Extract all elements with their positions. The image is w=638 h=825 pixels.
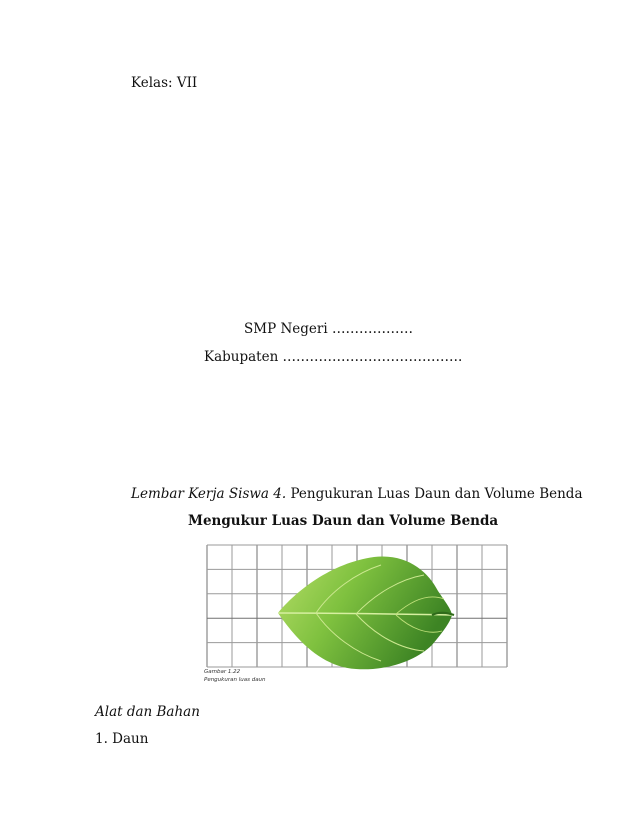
worksheet-label: Lembar Kerja Siswa 4.: [131, 486, 287, 502]
school-name: SMP Negeri ………………: [244, 321, 413, 337]
figure-caption-text: Pengukuran luas daun: [204, 677, 266, 683]
section-heading: Mengukur Luas Daun dan Volume Benda: [188, 513, 499, 529]
regency-name: Kabupaten ………………………………….: [204, 349, 463, 365]
class-label: Kelas: VII: [131, 75, 198, 91]
materials-heading: Alat dan Bahan: [95, 704, 200, 720]
leaf-image: [278, 556, 454, 669]
leaf-grid-figure: [206, 541, 510, 687]
worksheet-title: [131, 486, 583, 502]
worksheet-subject: Pengukuran Luas Daun dan Volume Benda: [286, 486, 583, 502]
leaf-grid-svg: [206, 541, 510, 687]
figure-caption-number: Gambar 1.22: [204, 669, 241, 675]
materials-item-1: 1. Daun: [95, 731, 149, 747]
